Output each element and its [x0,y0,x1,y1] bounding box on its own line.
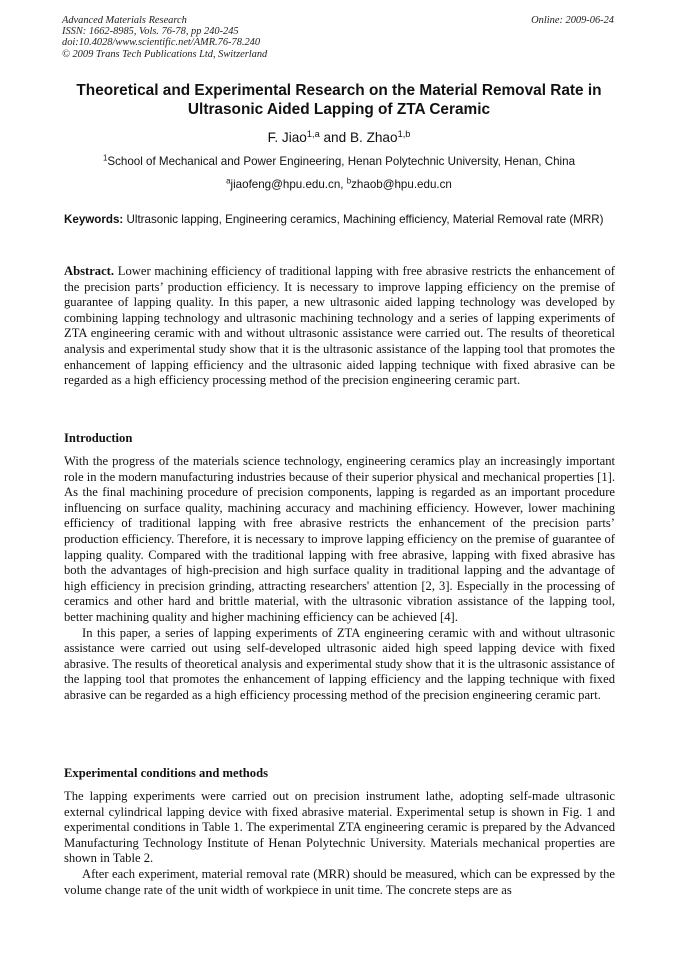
issn-line: ISSN: 1662-8985, Vols. 76-78, pp 240-245 [62,26,239,38]
keywords-block [64,212,615,228]
email-separator: , [340,178,347,191]
paragraph: With the progress of the materials science technology, engineering ceramics play an increasingly important role in the modern manufacturing industries because of their superior physical and mechanical properties [1]. As the final machining procedure of precision components, lapping is regarded as an important procedure influencing on surface quality, machining accuracy and machining efficiency. However, lower machining efficiency of traditional lapping with free abrasive restricts the enhancement of the precision parts’ production efficiency. Therefore, it is necessary to improve lapping efficiency on the premise of guarantee of lapping quality. Compared with the traditional lapping with free abrasive, lapping with fixed abrasive has both the advantages of high-precision and high surface quality in traditional lapping and the advantage of high efficiency in precision grinding, attracting researchers' attention [2, 3]. Especially in the processing of ceramics and other hard and brittle material, with the ultrasonic vibration assistance of the lapping tool, better machining quality and higher machining efficiency can be achieved [4]. [64,454,615,624]
journal-header [62,15,267,60]
paragraph: After each experiment, material removal rate (MRR) should be measured, which can be expressed by the volume change rate of the unit width of workpiece in unit time. The concrete steps are as [64,866,615,897]
journal-name: Advanced Materials Research [62,15,187,26]
section-heading: Introduction [64,431,133,445]
author-name: F. Jiao [267,130,307,145]
email-link[interactable]: zhaob@hpu.edu.cn [351,178,452,191]
affiliation-text: School of Mechanical and Power Engineering, Henan Polytechnic University, Henan, China [107,155,576,168]
keywords-text: Ultrasonic lapping, Engineering ceramics, Machining efficiency, Material Removal rate (MRR) [123,213,604,226]
paragraph: In this paper, a series of lapping experiments of ZTA engineering ceramic with and without ultrasonic assistance were carried out using self-developed ultrasonic aided high speed lapping device with fixed abrasive. The results of theoretical analysis and experimental study show that it is the ultrasonic assistance of the lapping tool that promotes the enhancement of lapping efficiency and the lapping technique with fixed abrasive can be regarded as a high efficiency processing method of the precision engineering ceramic part. [64,625,615,702]
introduction-section [64,454,615,704]
author-line [40,130,638,146]
email-line [40,178,638,192]
email-mark: b [346,176,352,186]
abstract-label: Abstract. [64,264,115,278]
abstract-block [64,264,615,389]
copyright-line: © 2009 Trans Tech Publications Ltd, Switzerland [62,48,268,60]
keywords-label: Keywords: [64,213,124,226]
affiliation-mark: 1 [102,153,108,163]
experimental-section [64,789,615,898]
author-name: B. Zhao [349,130,398,145]
paper-title: Theoretical and Experimental Research on the Material Removal Rate in Ultrasonic Aided Lapping of ZTA Ceramic [76,82,602,118]
doi-line: doi:10.4028/www.scientific.net/AMR.76-78.240 [62,37,261,49]
online-date: Online: 2009-06-24 [531,15,614,26]
affiliation-line [40,155,638,169]
email-mark: a [226,176,231,186]
email-link[interactable]: jiaofeng@hpu.edu.cn [230,178,341,191]
author-affiliation-mark: 1,a [306,128,320,139]
section-heading: Experimental conditions and methods [64,766,268,780]
paragraph: The lapping experiments were carried out on precision instrument lathe, adopting self-made ultrasonic external cylindrical lapping device with fixed abrasive material. Experimental setup is shown in Fig. 1 and experimental conditions in Table 1. The experimental ZTA engineering ceramic is prepared by the Advanced Manufacturing Technology Institute of Henan Polytechnic University. Materials mechanical properties are shown in Table 2. [64,789,615,866]
abstract-text: Lower machining efficiency of traditional lapping with free abrasive restricts the enhancement of the precision parts’ production efficiency. It is necessary to improve lapping efficiency on the premise of guarantee of lapping quality. In this paper, a new ultrasonic aided lapping technology was developed by combining lapping technology and ultrasonic machining technology and a series of lapping experiments of ZTA engineering ceramic with and without ultrasonic assistance were carried out. The results of theoretical analysis and experimental study show that it is the ultrasonic assistance of the lapping tool that promotes the enhancement of lapping efficiency and the ultrasonic aided lapping technique with fixed abrasive can be regarded as a high efficiency processing method of the precision engineering ceramic part. [64,264,615,388]
author-affiliation-mark: 1,b [397,128,411,139]
author-conjunction: and [319,130,350,145]
